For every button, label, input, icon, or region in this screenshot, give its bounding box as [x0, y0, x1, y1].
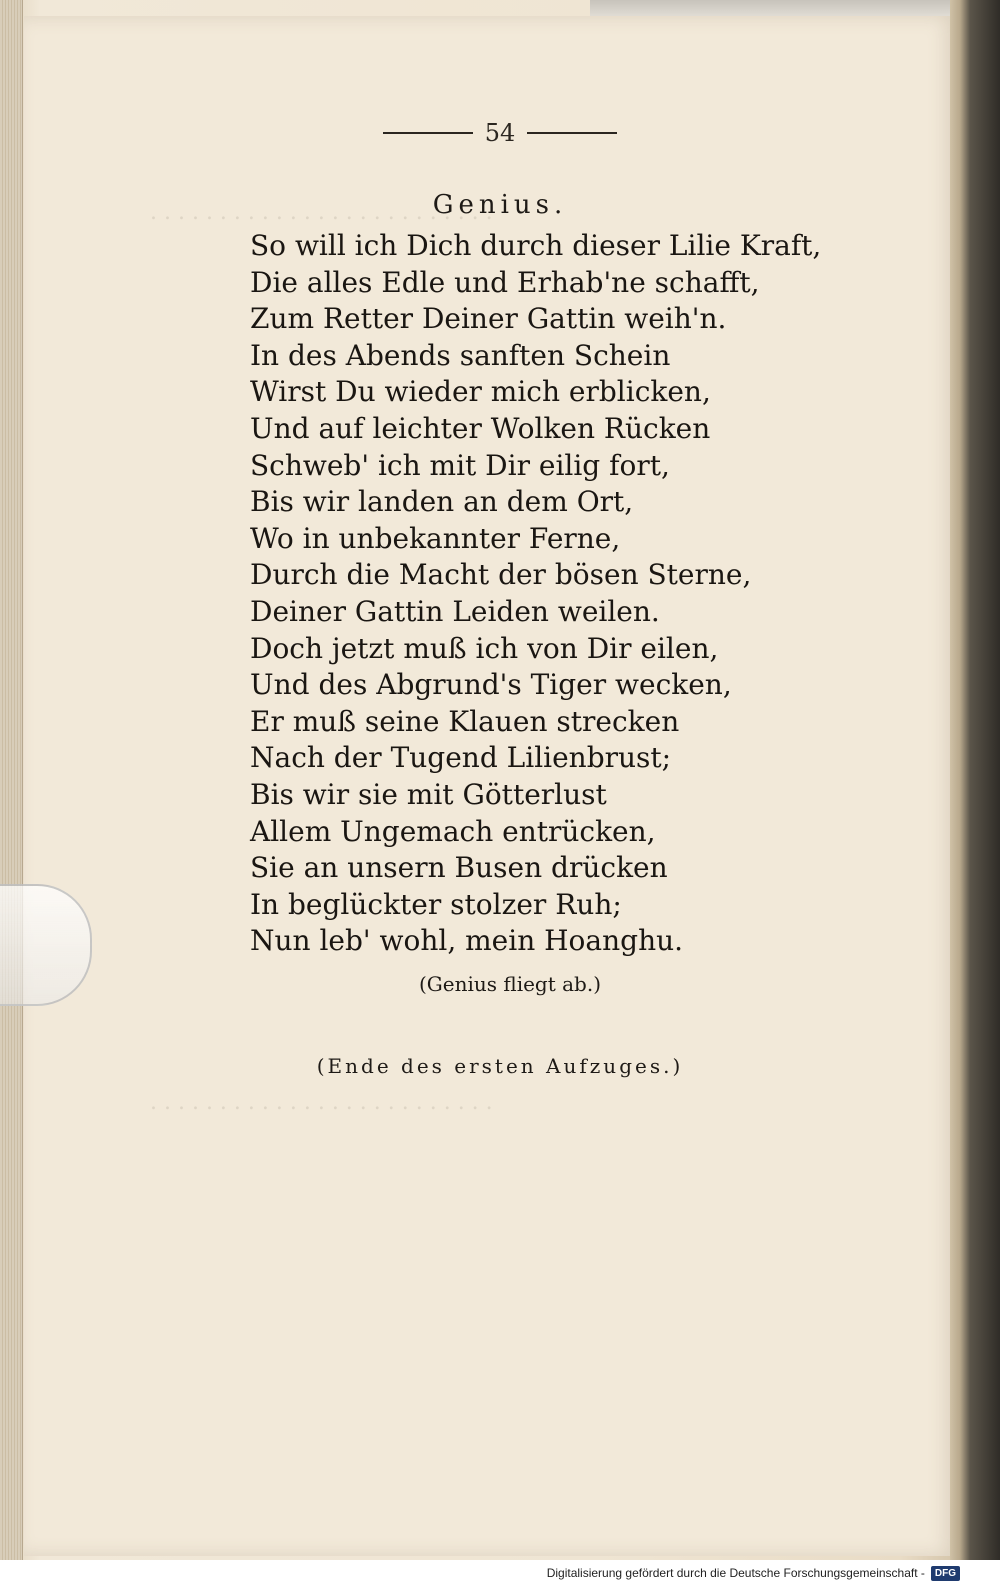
verse-line: Allem Ungemach entrücken, [250, 814, 656, 848]
act-end: (Ende des ersten Aufzuges.) [316, 1054, 684, 1078]
book-spine-right [950, 0, 1000, 1560]
verse-line: Zum Retter Deiner Gattin weih'n. [250, 302, 727, 336]
page-header [380, 118, 620, 148]
verse-line: Und des Abgrund's Tiger wecken, [250, 668, 732, 702]
verse-line: Wo in unbekannter Ferne, [250, 521, 621, 555]
verse-line: Deiner Gattin Leiden weilen. [250, 594, 660, 628]
verse-line: Er muß seine Klauen strecken [250, 704, 680, 738]
bleed-through-text: . . . . . . . . . . . . . . . . . . . . . . . . . [150, 200, 493, 225]
footer-credit: Digitalisierung gefördert durch die Deutsche Forschungsgemeinschaft - [546, 1566, 925, 1580]
header-rule-left [383, 132, 473, 134]
verse-line: So will ich Dich durch dieser Lilie Kraft, [250, 229, 822, 262]
verse-line: In beglückter stolzer Ruh; [250, 887, 622, 921]
header-rule-right [527, 132, 617, 134]
bleed-through-text: . . . . . . . . . . . . . . . . . . . . . . . . . [150, 1090, 493, 1115]
speaker-name: Genius. [432, 190, 568, 220]
verse-line: Wirst Du wieder mich erblicken, [250, 375, 711, 409]
verse-line: Und auf leichter Wolken Rücken [250, 411, 711, 445]
verse-line: Bis wir landen an dem Ort, [250, 485, 634, 519]
verse-line: Schweb' ich mit Dir eilig fort, [250, 448, 670, 482]
page-number: 54 [484, 119, 516, 147]
footer [547, 1562, 960, 1584]
verse-block [250, 228, 822, 960]
verse-line: Durch die Macht der bösen Sterne, [250, 558, 752, 592]
verse-line: Die alles Edle und Erhab'ne schafft, [250, 265, 760, 299]
dfg-logo: DFG [931, 1566, 960, 1581]
verse-line: Nach der Tugend Lilienbrust; [250, 741, 672, 775]
verse-line: Doch jetzt muß ich von Dir eilen, [250, 631, 719, 665]
verse-line: Nun leb' wohl, mein Hoanghu. [250, 924, 684, 958]
stage-direction: (Genius fliegt ab.) [418, 972, 602, 996]
verse-line: Sie an unsern Busen drücken [250, 851, 668, 885]
verse-line: In des Abends sanften Schein [250, 338, 671, 372]
verse-line: Bis wir sie mit Götterlust [250, 777, 607, 811]
page-edges-left [0, 0, 23, 1560]
